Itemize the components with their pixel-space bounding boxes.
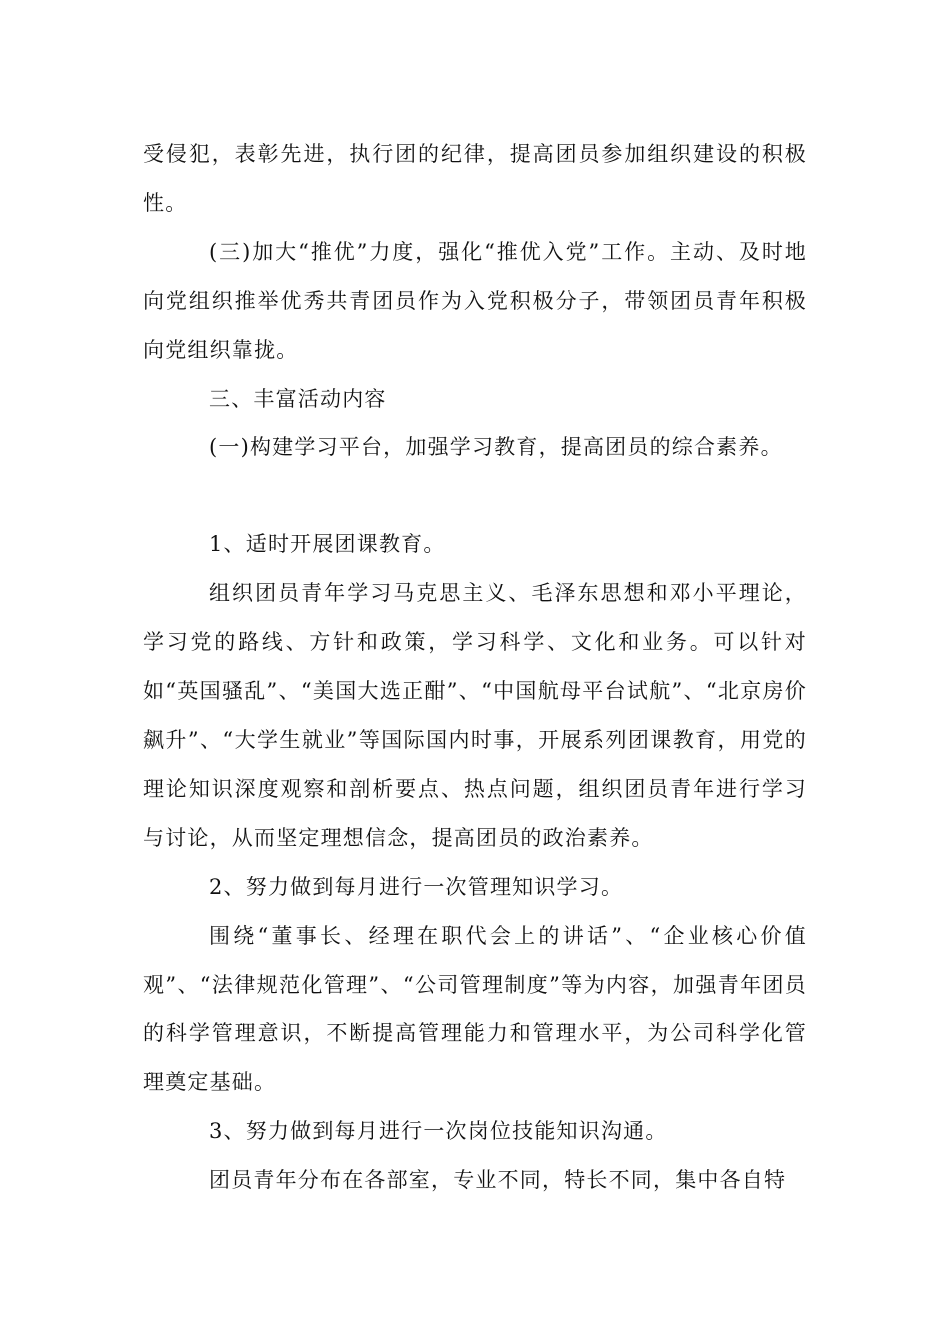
item-heading-league-lessons: 1、适时开展团课教育。 bbox=[209, 532, 446, 557]
paragraph-recommend-party: (三)加大“推优”力度，强化“推优入党”工作。主动、及时地向党组织推举优秀共青团员作为入党积极分子，带领团员青年积极向党组织靠拢。 bbox=[143, 239, 807, 362]
section-heading-activities: 三、丰富活动内容 bbox=[209, 386, 387, 411]
subsection-heading-learning-platform: (一)构建学习平台，加强学习教育，提高团员的综合素养。 bbox=[209, 435, 783, 460]
paragraph-discipline-continuation: 受侵犯，表彰先进，执行团的纪律，提高团员参加组织建设的积极性。 bbox=[143, 142, 807, 215]
blank-line bbox=[143, 472, 807, 520]
paragraph-league-lessons: 组织团员青年学习马克思主义、毛泽东思想和邓小平理论，学习党的路线、方针和政策，学习科学、文化和业务。可以针对如“英国骚乱”、“美国大选正酣”、“中国航母平台试航”、“北京房价飙升”、“大学生就业”等国际国内时事，开展系列团课教育，用党的理论知识深度观察和剖析要点、热点问题，组织团员青年进行学习与讨论，从而坚定理想信念，提高团员的政治素养。 bbox=[143, 581, 807, 850]
paragraph-management-study: 围绕“董事长、经理在职代会上的讲话”、“企业核心价值观”、“法律规范化管理”、“公司管理制度”等为内容，加强青年团员的科学管理意识，不断提高管理能力和管理水平，为公司科学化管理奠定基础。 bbox=[143, 923, 807, 1095]
document-body bbox=[143, 130, 807, 1205]
item-heading-management-study: 2、努力做到每月进行一次管理知识学习。 bbox=[209, 874, 624, 899]
item-heading-skills-exchange: 3、努力做到每月进行一次岗位技能知识沟通。 bbox=[209, 1119, 668, 1144]
paragraph-skills-exchange: 团员青年分布在各部室，专业不同，特长不同，集中各自特 bbox=[209, 1168, 787, 1193]
